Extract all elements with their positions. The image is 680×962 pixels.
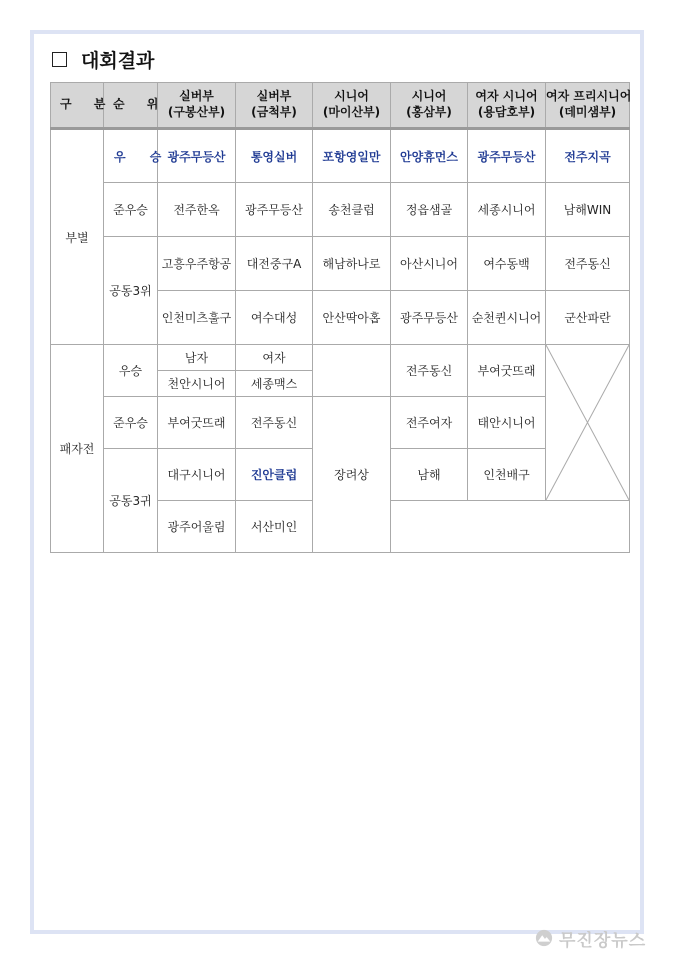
losers-col3-blank [313,345,391,397]
table-cell: 여수대성 [236,291,313,345]
division-label: 부별 [51,129,104,345]
gender-male-label: 남자 [158,345,236,371]
table-cell: 전주여자 [391,397,468,449]
watermark [535,924,646,952]
table-cell: 남해WIN [546,183,630,237]
table-cell: 대전중구A [236,237,313,291]
table-cell: 전주한옥 [158,183,236,237]
empty-merged-cell [391,501,630,553]
table-cell: 송천클럽 [313,183,391,237]
results-table [50,82,630,553]
losers-runnerup-row-a [51,397,630,423]
table-cell: 군산파란 [546,291,630,345]
header-col-3: 시니어 (마이산부) [313,83,391,129]
page-title [50,45,154,73]
header-row [51,83,630,129]
table-cell: 포항영일만 [313,129,391,183]
table-cell: 인천배구 [468,449,546,501]
crossed-out-cell [546,345,630,501]
table-cell: 광주무등산 [236,183,313,237]
table-cell: 통영실버 [236,129,313,183]
table-cell: 아산시니어 [391,237,468,291]
table-cell: 세종맥스 [236,371,313,397]
table-cell: 부여굿뜨래 [158,397,236,449]
losers-rank-runnerup: 준우승 [104,397,158,449]
page-title-text: 대회결과 [81,49,155,72]
header-col-5: 여자 시니어 (용담호부) [468,83,546,129]
table-cell: 해남하나로 [313,237,391,291]
header-col-1: 실버부 (구봉산부) [158,83,236,129]
table-cell: 진안클럽 [236,449,313,501]
table-cell: 안양휴먼스 [391,129,468,183]
checkbox-square-icon [52,52,67,67]
table-cell: 세종시니어 [468,183,546,237]
rank-winner: 우 승 [104,129,158,183]
header-col-6: 여자 프리시니어 (데미샘부) [546,83,630,129]
division-third-row-a [51,237,630,291]
division-winner-row [51,129,630,183]
header-gubun: 구 분 [51,83,104,129]
table-cell: 천안시니어 [158,371,236,397]
table-cell: 광주무등산 [391,291,468,345]
division-runnerup-row [51,183,630,237]
table-cell: 안산딱아홉 [313,291,391,345]
losers-label: 패자전 [51,345,104,553]
table-cell: 전주동신 [236,397,313,449]
table-cell: 대구시니어 [158,449,236,501]
header-col-2: 실버부 (금척부) [236,83,313,129]
header-col-4: 시니어 (홍삼부) [391,83,468,129]
gender-female-label: 여자 [236,345,313,371]
table-cell: 광주무등산 [158,129,236,183]
rank-third: 공동3위 [104,237,158,345]
losers-gender-row [51,345,630,371]
table-cell: 전주지곡 [546,129,630,183]
table-cell: 전주동신 [391,345,468,397]
table-cell: 고흥우주항공 [158,237,236,291]
watermark-text: 무진장뉴스 [559,930,647,951]
table-cell: 인천미츠훌구 [158,291,236,345]
losers-rank-winner: 우승 [104,345,158,397]
table-cell: 부여굿뜨래 [468,345,546,397]
losers-rank-third: 공동3귀 [104,449,158,553]
table-cell: 태안시니어 [468,397,546,449]
table-cell: 광주무등산 [468,129,546,183]
table-cell: 광주어울림 [158,501,236,553]
table-cell: 여수동백 [468,237,546,291]
table-cell: 남해 [391,449,468,501]
encouragement-award: 장려상 [313,397,391,553]
header-rank: 순 위 [104,83,158,129]
table-cell: 서산미인 [236,501,313,553]
table-cell: 정읍샘골 [391,183,468,237]
rank-runnerup: 준우승 [104,183,158,237]
table-cell: 순천퀸시니어 [468,291,546,345]
cross-lines-icon [546,345,629,500]
news-logo-icon [535,929,553,947]
table-cell: 전주동신 [546,237,630,291]
